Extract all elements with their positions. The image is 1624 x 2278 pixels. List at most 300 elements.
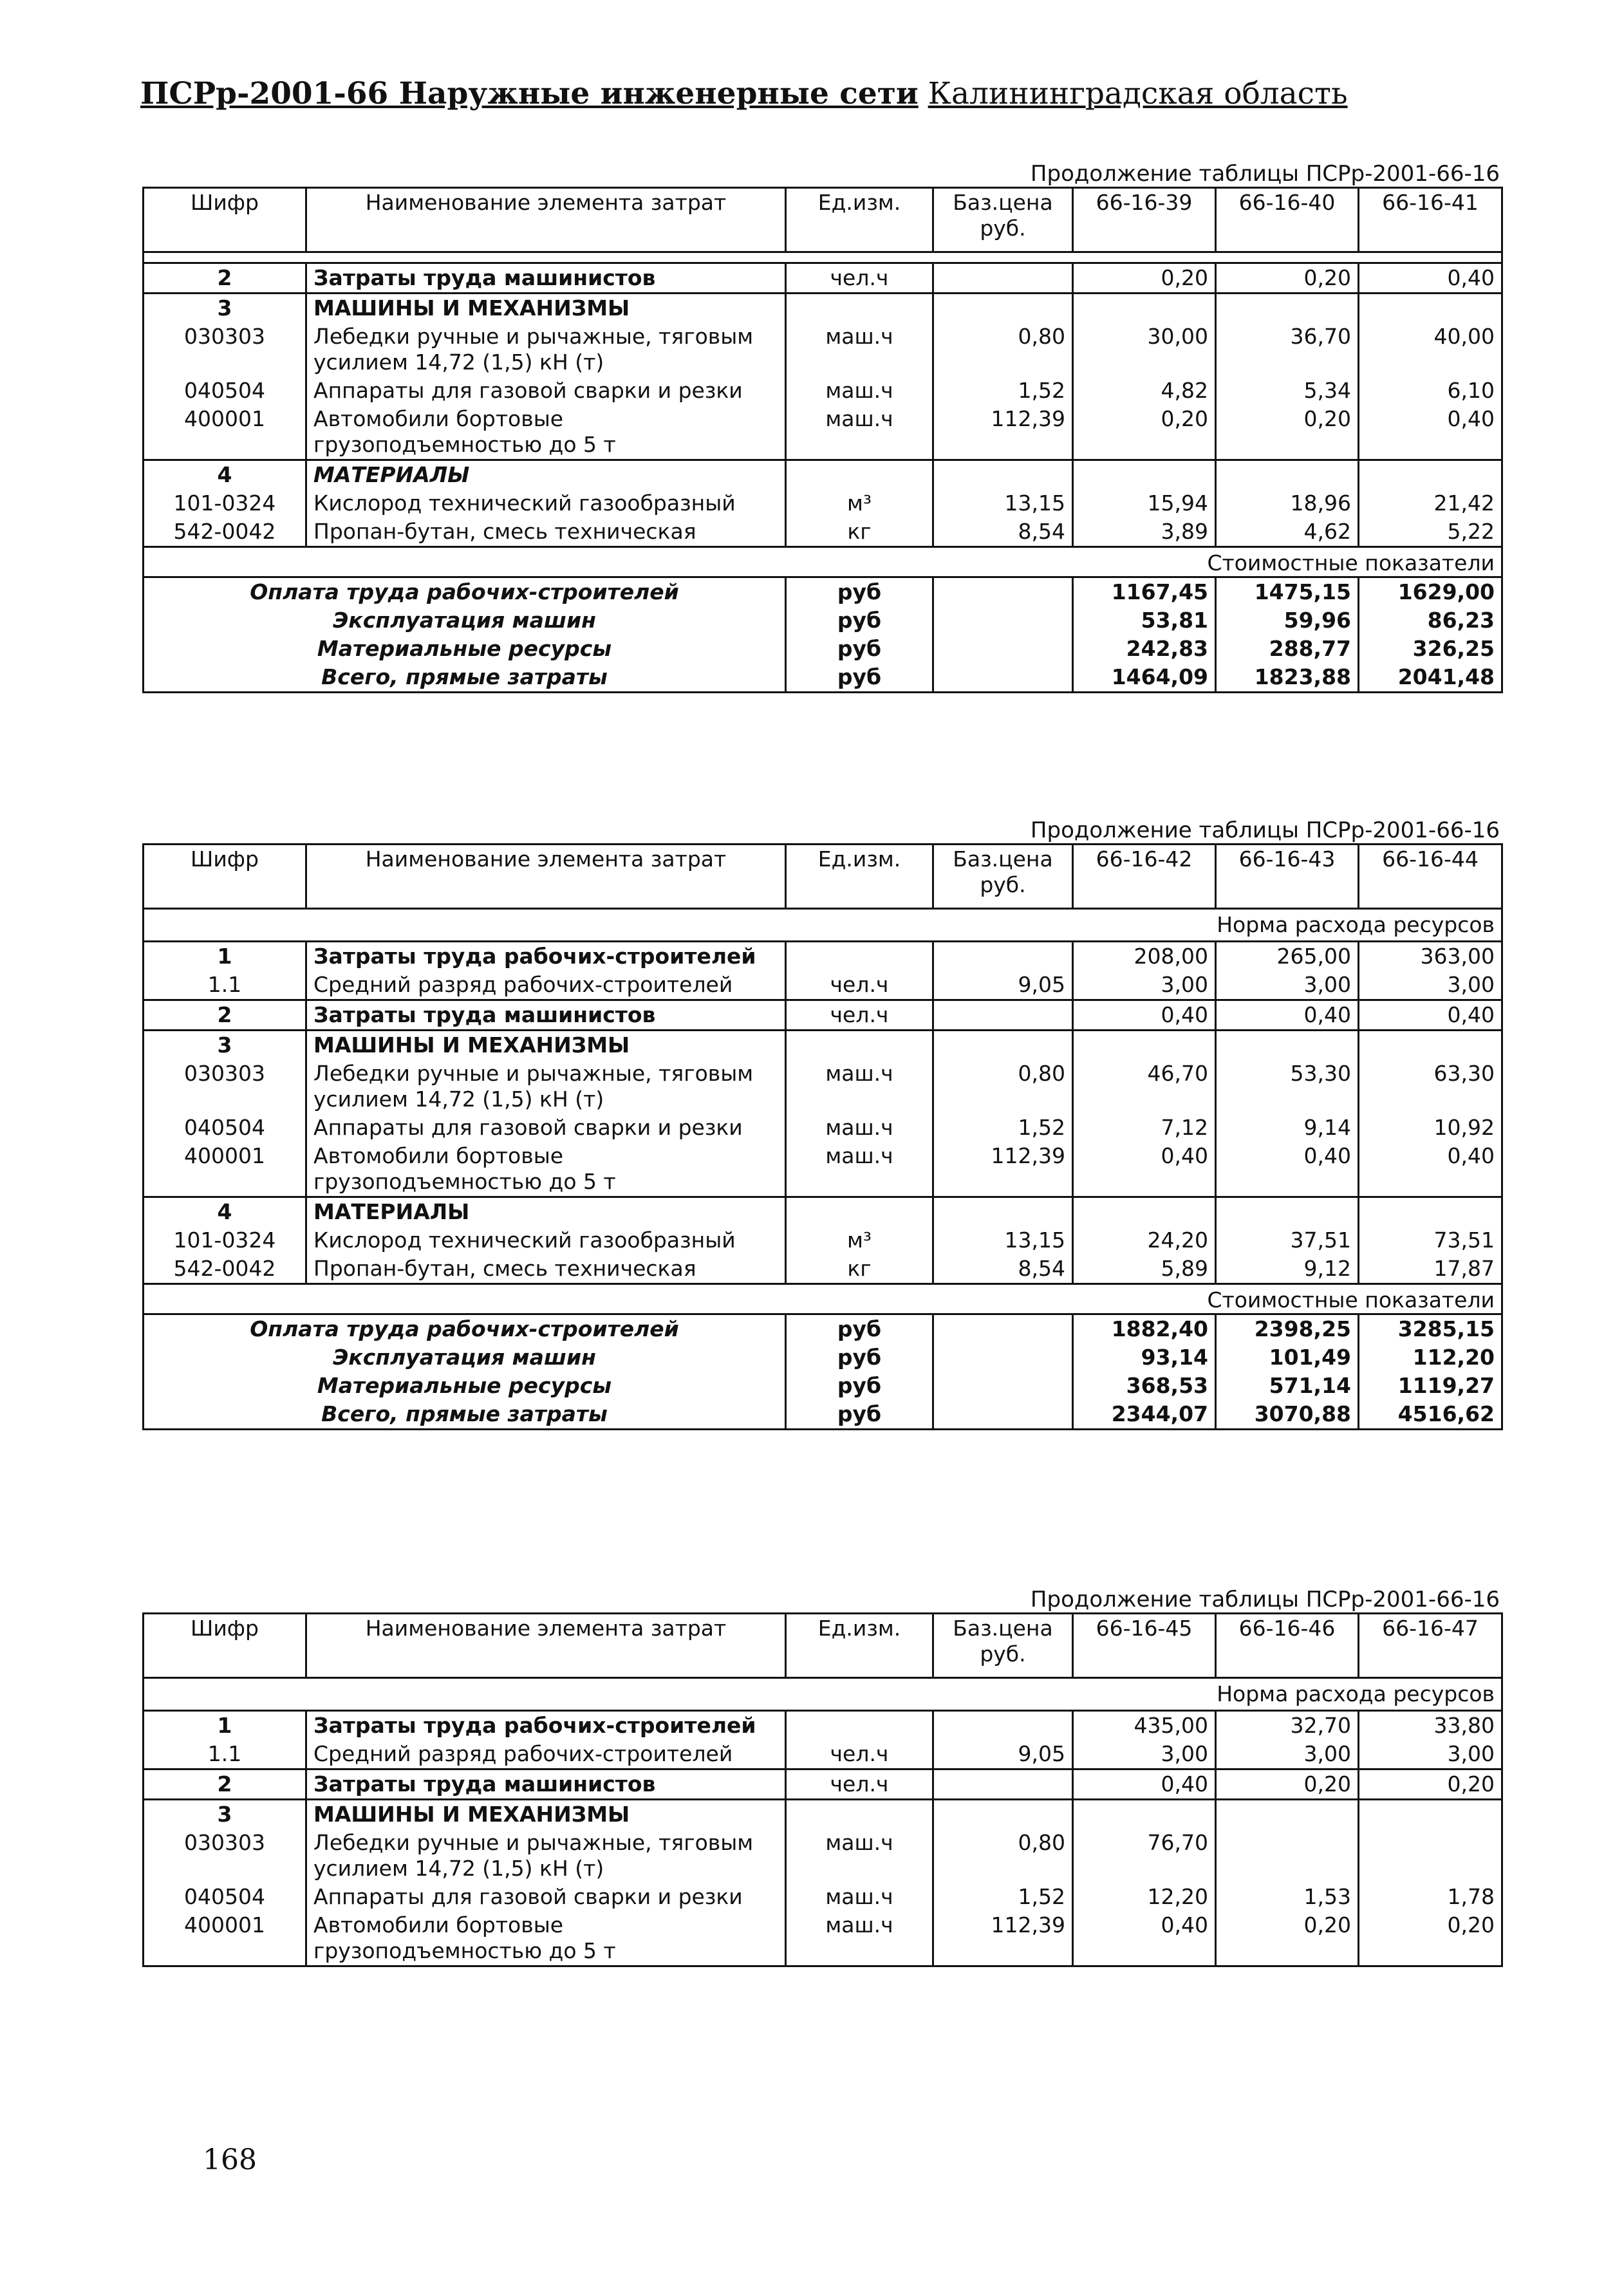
cell-code: 101-0324 <box>144 489 306 518</box>
total-name: Материальные ресурсы <box>144 635 786 663</box>
cell-value <box>1359 1197 1502 1227</box>
cell-value: 0,40 <box>1073 1000 1216 1031</box>
totals-row <box>144 663 1502 693</box>
header-price: Баз.цена руб. <box>933 188 1073 252</box>
header-unit: Ед.изм. <box>786 188 933 252</box>
cell-price: 13,15 <box>933 1226 1073 1255</box>
header-name: Наименование элемента затрат <box>306 188 786 252</box>
total-name: Материальные ресурсы <box>144 1372 786 1400</box>
cell-code: 2 <box>144 263 306 294</box>
cell-value: 0,20 <box>1216 405 1359 460</box>
total-value: 2041,48 <box>1359 663 1502 693</box>
cell-value: 17,87 <box>1359 1255 1502 1284</box>
cost-table <box>142 187 1503 693</box>
cell-code: 400001 <box>144 1142 306 1197</box>
total-value: 112,20 <box>1359 1343 1502 1372</box>
cell-value <box>1073 1800 1216 1829</box>
total-price <box>933 635 1073 663</box>
total-value: 86,23 <box>1359 606 1502 635</box>
cell-value: 1,78 <box>1359 1883 1502 1911</box>
cell-code: 040504 <box>144 1114 306 1142</box>
cell-value: 3,89 <box>1073 518 1216 547</box>
table-header-row <box>144 188 1502 252</box>
cell-unit: чел.ч <box>786 1000 933 1031</box>
cell-code: 1.1 <box>144 971 306 1000</box>
cell-name: Аппараты для газовой сварки и резки <box>306 377 786 405</box>
cell-value: 5,89 <box>1073 1255 1216 1284</box>
cell-value <box>1073 460 1216 490</box>
cell-value: 0,40 <box>1073 1769 1216 1800</box>
cell-value: 30,00 <box>1073 322 1216 377</box>
cell-price: 112,39 <box>933 1911 1073 1966</box>
table-row <box>144 1883 1502 1911</box>
total-value: 1823,88 <box>1216 663 1359 693</box>
cell-value <box>1216 460 1359 490</box>
cell-unit <box>786 1711 933 1741</box>
cell-price: 0,80 <box>933 1060 1073 1114</box>
total-value: 326,25 <box>1359 635 1502 663</box>
total-value: 571,14 <box>1216 1372 1359 1400</box>
cell-value: 15,94 <box>1073 489 1216 518</box>
total-value: 1464,09 <box>1073 663 1216 693</box>
cell-code: 1 <box>144 942 306 971</box>
cell-price: 8,54 <box>933 1255 1073 1284</box>
cell-value: 0,40 <box>1359 1142 1502 1197</box>
cell-name: Пропан-бутан, смесь техническая <box>306 518 786 547</box>
total-value: 93,14 <box>1073 1343 1216 1372</box>
cell-value: 5,22 <box>1359 518 1502 547</box>
norm-label <box>144 252 1502 263</box>
cell-value <box>1359 1800 1502 1829</box>
table-row <box>144 489 1502 518</box>
cell-code: 1.1 <box>144 1740 306 1769</box>
table-continuation-label: Продолжение таблицы ПСРр-2001-66-16 <box>1030 1587 1500 1612</box>
total-unit: руб <box>786 1314 933 1344</box>
table-row <box>144 1711 1502 1741</box>
cell-price <box>933 294 1073 323</box>
cell-value: 36,70 <box>1216 322 1359 377</box>
cell-unit <box>786 1800 933 1829</box>
cell-unit: кг <box>786 518 933 547</box>
cell-price: 112,39 <box>933 405 1073 460</box>
table-row <box>144 1031 1502 1060</box>
cell-code: 400001 <box>144 405 306 460</box>
header-col: 66-16-39 <box>1073 188 1216 252</box>
totals-row <box>144 577 1502 607</box>
header-col: 66-16-42 <box>1073 845 1216 909</box>
cell-name: Лебедки ручные и рычажные, тяговым усилием 14,72 (1,5) кН (т) <box>306 1060 786 1114</box>
cell-price: 0,80 <box>933 1829 1073 1883</box>
cell-value: 5,34 <box>1216 377 1359 405</box>
cell-price: 112,39 <box>933 1142 1073 1197</box>
table-row <box>144 405 1502 460</box>
cell-code: 3 <box>144 294 306 323</box>
cell-value <box>1359 1829 1502 1883</box>
table-row <box>144 1800 1502 1829</box>
cell-code: 3 <box>144 1800 306 1829</box>
totals-row <box>144 1372 1502 1400</box>
totals-row <box>144 1314 1502 1344</box>
cell-name: Лебедки ручные и рычажные, тяговым усилием 14,72 (1,5) кН (т) <box>306 322 786 377</box>
total-unit: руб <box>786 1400 933 1430</box>
header-col: 66-16-45 <box>1073 1614 1216 1678</box>
cell-price: 0,80 <box>933 322 1073 377</box>
cell-value <box>1359 294 1502 323</box>
header-name: Наименование элемента затрат <box>306 845 786 909</box>
cell-name: Затраты труда машинистов <box>306 263 786 294</box>
cell-name: Аппараты для газовой сварки и резки <box>306 1883 786 1911</box>
cell-price <box>933 460 1073 490</box>
table-row <box>144 1060 1502 1114</box>
cell-unit: маш.ч <box>786 377 933 405</box>
cell-value <box>1216 1197 1359 1227</box>
cell-value <box>1216 294 1359 323</box>
cell-value: 18,96 <box>1216 489 1359 518</box>
table-row <box>144 1000 1502 1031</box>
cell-name: МАШИНЫ И МЕХАНИЗМЫ <box>306 294 786 323</box>
cell-value: 435,00 <box>1073 1711 1216 1741</box>
total-unit: руб <box>786 663 933 693</box>
cell-value: 4,82 <box>1073 377 1216 405</box>
cell-value: 3,00 <box>1216 971 1359 1000</box>
cell-unit: маш.ч <box>786 1142 933 1197</box>
cell-unit: м³ <box>786 1226 933 1255</box>
total-unit: руб <box>786 606 933 635</box>
cell-price <box>933 942 1073 971</box>
cell-value <box>1359 1031 1502 1060</box>
cell-price: 1,52 <box>933 1114 1073 1142</box>
total-value: 1629,00 <box>1359 577 1502 607</box>
table-header-row <box>144 845 1502 909</box>
cost-label-row <box>144 547 1502 577</box>
table-row <box>144 294 1502 323</box>
cell-unit <box>786 1031 933 1060</box>
cell-value: 4,62 <box>1216 518 1359 547</box>
cost-label: Стоимостные показатели <box>144 547 1502 577</box>
cell-value: 37,51 <box>1216 1226 1359 1255</box>
table-row <box>144 1829 1502 1883</box>
total-name: Оплата труда рабочих-строителей <box>144 577 786 607</box>
cell-code: 542-0042 <box>144 518 306 547</box>
table-row <box>144 322 1502 377</box>
total-value: 4516,62 <box>1359 1400 1502 1430</box>
total-name: Эксплуатация машин <box>144 1343 786 1372</box>
cell-name: Средний разряд рабочих-строителей <box>306 1740 786 1769</box>
header-region: Калининградская область <box>928 76 1348 111</box>
totals-row <box>144 635 1502 663</box>
cell-value: 0,40 <box>1073 1142 1216 1197</box>
cell-value: 6,10 <box>1359 377 1502 405</box>
total-value: 1475,15 <box>1216 577 1359 607</box>
table-continuation-label: Продолжение таблицы ПСРр-2001-66-16 <box>1030 161 1500 187</box>
cell-name: Затраты труда машинистов <box>306 1769 786 1800</box>
cell-value: 10,92 <box>1359 1114 1502 1142</box>
cell-name: МАШИНЫ И МЕХАНИЗМЫ <box>306 1031 786 1060</box>
cell-price: 8,54 <box>933 518 1073 547</box>
cell-name: Кислород технический газообразный <box>306 489 786 518</box>
cell-code: 3 <box>144 1031 306 1060</box>
cost-label-row <box>144 1284 1502 1314</box>
cell-value: 1,53 <box>1216 1883 1359 1911</box>
total-value: 53,81 <box>1073 606 1216 635</box>
cell-value <box>1216 1031 1359 1060</box>
cost-label: Стоимостные показатели <box>144 1284 1502 1314</box>
cell-value: 208,00 <box>1073 942 1216 971</box>
cell-value: 0,20 <box>1073 405 1216 460</box>
cell-price <box>933 1711 1073 1741</box>
cell-unit: кг <box>786 1255 933 1284</box>
cell-price <box>933 1769 1073 1800</box>
total-value: 368,53 <box>1073 1372 1216 1400</box>
cell-value: 0,40 <box>1359 263 1502 294</box>
cost-table <box>142 1612 1503 1967</box>
page-number: 168 <box>203 2143 257 2176</box>
header-price: Баз.цена руб. <box>933 845 1073 909</box>
cell-code: 4 <box>144 460 306 490</box>
header-unit: Ед.изм. <box>786 1614 933 1678</box>
total-unit: руб <box>786 1372 933 1400</box>
cell-unit: маш.ч <box>786 1829 933 1883</box>
total-value: 3285,15 <box>1359 1314 1502 1344</box>
total-price <box>933 1400 1073 1430</box>
cell-value <box>1073 1031 1216 1060</box>
total-name: Всего, прямые затраты <box>144 1400 786 1430</box>
cell-value: 0,40 <box>1359 405 1502 460</box>
table-row <box>144 263 1502 294</box>
norm-label-row <box>144 909 1502 942</box>
cell-value: 0,40 <box>1216 1000 1359 1031</box>
cell-value: 0,20 <box>1073 263 1216 294</box>
header-code: Шифр <box>144 188 306 252</box>
page-header <box>140 76 1348 111</box>
cell-unit: маш.ч <box>786 1060 933 1114</box>
total-value: 1119,27 <box>1359 1372 1502 1400</box>
cell-value: 9,12 <box>1216 1255 1359 1284</box>
total-value: 242,83 <box>1073 635 1216 663</box>
totals-row <box>144 1400 1502 1430</box>
total-price <box>933 606 1073 635</box>
total-name: Эксплуатация машин <box>144 606 786 635</box>
total-value: 288,77 <box>1216 635 1359 663</box>
cell-value <box>1359 460 1502 490</box>
cell-value: 3,00 <box>1216 1740 1359 1769</box>
cell-price <box>933 1031 1073 1060</box>
cell-name: Автомобили бортовые грузоподъемностью до 5 т <box>306 1142 786 1197</box>
cell-name: Пропан-бутан, смесь техническая <box>306 1255 786 1284</box>
total-value: 1167,45 <box>1073 577 1216 607</box>
cell-code: 040504 <box>144 1883 306 1911</box>
total-name: Оплата труда рабочих-строителей <box>144 1314 786 1344</box>
cell-unit: маш.ч <box>786 1883 933 1911</box>
cell-value: 33,80 <box>1359 1711 1502 1741</box>
cell-code: 101-0324 <box>144 1226 306 1255</box>
cell-price <box>933 1800 1073 1829</box>
cell-value: 0,20 <box>1216 263 1359 294</box>
cell-price <box>933 263 1073 294</box>
cell-value <box>1073 294 1216 323</box>
cell-name: Затраты труда рабочих-строителей <box>306 1711 786 1741</box>
cell-unit: м³ <box>786 489 933 518</box>
cell-value: 0,20 <box>1359 1911 1502 1966</box>
cell-value: 46,70 <box>1073 1060 1216 1114</box>
total-value: 101,49 <box>1216 1343 1359 1372</box>
cell-value: 0,20 <box>1216 1911 1359 1966</box>
cell-unit: маш.ч <box>786 322 933 377</box>
cell-name: Затраты труда машинистов <box>306 1000 786 1031</box>
table-row <box>144 377 1502 405</box>
cell-code: 030303 <box>144 1829 306 1883</box>
table-row <box>144 942 1502 971</box>
cell-value: 0,40 <box>1216 1142 1359 1197</box>
cell-unit: маш.ч <box>786 1114 933 1142</box>
cell-value: 0,20 <box>1359 1769 1502 1800</box>
header-col: 66-16-47 <box>1359 1614 1502 1678</box>
cell-code: 400001 <box>144 1911 306 1966</box>
table-continuation-label: Продолжение таблицы ПСРр-2001-66-16 <box>1030 817 1500 843</box>
total-price <box>933 577 1073 607</box>
totals-row <box>144 1343 1502 1372</box>
cell-value: 363,00 <box>1359 942 1502 971</box>
totals-row <box>144 606 1502 635</box>
header-code: Шифр <box>144 1614 306 1678</box>
cell-value: 32,70 <box>1216 1711 1359 1741</box>
cell-name: Аппараты для газовой сварки и резки <box>306 1114 786 1142</box>
header-col: 66-16-44 <box>1359 845 1502 909</box>
cell-price: 9,05 <box>933 971 1073 1000</box>
cell-value: 265,00 <box>1216 942 1359 971</box>
cell-name: МАТЕРИАЛЫ <box>306 1197 786 1227</box>
header-code: Шифр <box>144 845 306 909</box>
total-unit: руб <box>786 635 933 663</box>
cell-value <box>1216 1800 1359 1829</box>
cell-value: 40,00 <box>1359 322 1502 377</box>
total-value: 2344,07 <box>1073 1400 1216 1430</box>
cell-code: 040504 <box>144 377 306 405</box>
table-row <box>144 1740 1502 1769</box>
cell-unit: маш.ч <box>786 405 933 460</box>
table-row <box>144 1114 1502 1142</box>
header-title: ПСРр-2001-66 Наружные инженерные сети <box>140 76 919 111</box>
table-row <box>144 1911 1502 1966</box>
total-price <box>933 663 1073 693</box>
total-value: 1882,40 <box>1073 1314 1216 1344</box>
norm-label: Норма расхода ресурсов <box>144 909 1502 942</box>
cell-name: Автомобили бортовые грузоподъемностью до 5 т <box>306 405 786 460</box>
header-price: Баз.цена руб. <box>933 1614 1073 1678</box>
cell-name: Кислород технический газообразный <box>306 1226 786 1255</box>
cell-value: 3,00 <box>1073 1740 1216 1769</box>
total-unit: руб <box>786 1343 933 1372</box>
cell-name: Средний разряд рабочих-строителей <box>306 971 786 1000</box>
cell-value: 3,00 <box>1359 971 1502 1000</box>
table-row <box>144 1142 1502 1197</box>
cell-code: 030303 <box>144 1060 306 1114</box>
header-unit: Ед.изм. <box>786 845 933 909</box>
table-row <box>144 1226 1502 1255</box>
cell-unit <box>786 460 933 490</box>
cell-value: 9,14 <box>1216 1114 1359 1142</box>
cell-unit: чел.ч <box>786 971 933 1000</box>
total-value: 2398,25 <box>1216 1314 1359 1344</box>
total-value: 3070,88 <box>1216 1400 1359 1430</box>
cell-value: 7,12 <box>1073 1114 1216 1142</box>
cost-table <box>142 843 1503 1430</box>
cell-code: 2 <box>144 1769 306 1800</box>
cell-unit: маш.ч <box>786 1911 933 1966</box>
total-price <box>933 1314 1073 1344</box>
cell-code: 1 <box>144 1711 306 1741</box>
cell-code: 2 <box>144 1000 306 1031</box>
cell-value: 73,51 <box>1359 1226 1502 1255</box>
cell-value: 0,40 <box>1359 1000 1502 1031</box>
cell-price: 1,52 <box>933 377 1073 405</box>
cell-name: МАШИНЫ И МЕХАНИЗМЫ <box>306 1800 786 1829</box>
cell-unit <box>786 942 933 971</box>
cell-unit: чел.ч <box>786 1769 933 1800</box>
total-name: Всего, прямые затраты <box>144 663 786 693</box>
cell-price: 1,52 <box>933 1883 1073 1911</box>
table-row <box>144 971 1502 1000</box>
cell-value: 0,40 <box>1073 1911 1216 1966</box>
cell-code: 4 <box>144 1197 306 1227</box>
table-row <box>144 518 1502 547</box>
cell-name: Лебедки ручные и рычажные, тяговым усилием 14,72 (1,5) кН (т) <box>306 1829 786 1883</box>
cell-value: 63,30 <box>1359 1060 1502 1114</box>
cell-unit: чел.ч <box>786 1740 933 1769</box>
cell-price: 9,05 <box>933 1740 1073 1769</box>
cell-value: 3,00 <box>1359 1740 1502 1769</box>
cell-name: Автомобили бортовые грузоподъемностью до 5 т <box>306 1911 786 1966</box>
norm-label: Норма расхода ресурсов <box>144 1678 1502 1711</box>
total-value: 59,96 <box>1216 606 1359 635</box>
cell-value: 12,20 <box>1073 1883 1216 1911</box>
header-col: 66-16-46 <box>1216 1614 1359 1678</box>
cell-price <box>933 1000 1073 1031</box>
cell-value <box>1216 1829 1359 1883</box>
cell-value: 76,70 <box>1073 1829 1216 1883</box>
cell-value: 53,30 <box>1216 1060 1359 1114</box>
total-price <box>933 1343 1073 1372</box>
norm-label-row <box>144 252 1502 263</box>
table-row <box>144 1255 1502 1284</box>
cell-unit: чел.ч <box>786 263 933 294</box>
header-col: 66-16-41 <box>1359 188 1502 252</box>
cell-value: 21,42 <box>1359 489 1502 518</box>
cell-value: 0,20 <box>1216 1769 1359 1800</box>
cell-unit <box>786 294 933 323</box>
cell-value: 3,00 <box>1073 971 1216 1000</box>
header-name: Наименование элемента затрат <box>306 1614 786 1678</box>
cell-price: 13,15 <box>933 489 1073 518</box>
total-unit: руб <box>786 577 933 607</box>
table-header-row <box>144 1614 1502 1678</box>
table-row <box>144 1197 1502 1227</box>
cell-value <box>1073 1197 1216 1227</box>
cell-code: 542-0042 <box>144 1255 306 1284</box>
norm-label-row <box>144 1678 1502 1711</box>
cell-price <box>933 1197 1073 1227</box>
cell-code: 030303 <box>144 322 306 377</box>
cell-unit <box>786 1197 933 1227</box>
total-price <box>933 1372 1073 1400</box>
cell-value: 24,20 <box>1073 1226 1216 1255</box>
cell-name: Затраты труда рабочих-строителей <box>306 942 786 971</box>
table-row <box>144 460 1502 490</box>
cell-name: МАТЕРИАЛЫ <box>306 460 786 490</box>
table-row <box>144 1769 1502 1800</box>
header-col: 66-16-43 <box>1216 845 1359 909</box>
header-col: 66-16-40 <box>1216 188 1359 252</box>
